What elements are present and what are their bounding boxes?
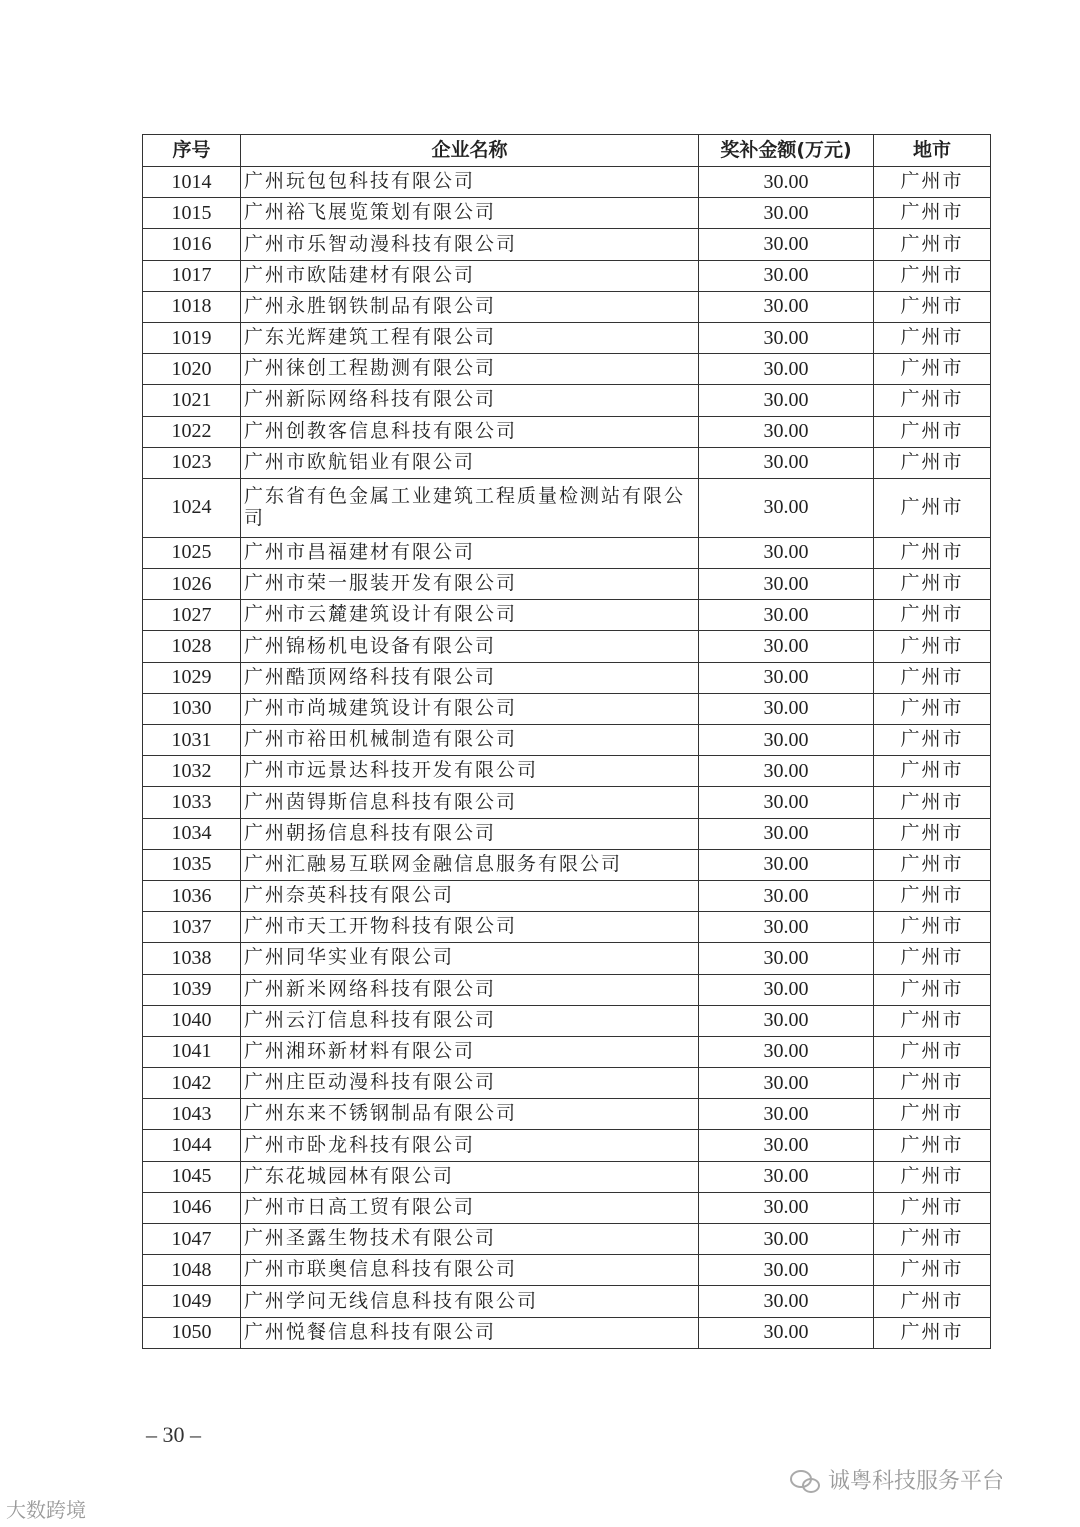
cell-company-name: 广州市欧陆建材有限公司 [241, 260, 699, 291]
watermark-left [6, 1494, 86, 1523]
cell-city: 广州市 [874, 943, 991, 974]
table-row [143, 416, 991, 447]
cell-amount: 30.00 [699, 787, 874, 818]
table-row [143, 447, 991, 478]
cell-company-name: 广州湘环新材料有限公司 [241, 1036, 699, 1067]
cell-city: 广州市 [874, 537, 991, 568]
cell-seq: 1042 [143, 1068, 241, 1099]
cell-seq: 1032 [143, 756, 241, 787]
cell-city: 广州市 [874, 167, 991, 198]
cell-amount: 30.00 [699, 1255, 874, 1286]
cell-seq: 1029 [143, 662, 241, 693]
cell-seq: 1030 [143, 693, 241, 724]
cell-amount: 30.00 [699, 569, 874, 600]
cell-seq: 1025 [143, 537, 241, 568]
cell-city: 广州市 [874, 569, 991, 600]
table-row [143, 260, 991, 291]
cell-city: 广州市 [874, 600, 991, 631]
cell-seq: 1041 [143, 1036, 241, 1067]
table-row [143, 849, 991, 880]
cell-company-name: 广州徕创工程勘测有限公司 [241, 354, 699, 385]
wechat-icon [790, 1468, 820, 1492]
table-header-row [143, 135, 991, 167]
cell-amount: 30.00 [699, 1099, 874, 1130]
cell-company-name: 广州茵锝斯信息科技有限公司 [241, 787, 699, 818]
cell-seq: 1047 [143, 1224, 241, 1255]
table-row [143, 1130, 991, 1161]
cell-amount: 30.00 [699, 322, 874, 353]
cell-company-name: 广州学问无线信息科技有限公司 [241, 1286, 699, 1317]
cell-amount: 30.00 [699, 693, 874, 724]
cell-seq: 1014 [143, 167, 241, 198]
cell-city: 广州市 [874, 725, 991, 756]
cell-seq: 1049 [143, 1286, 241, 1317]
cell-amount: 30.00 [699, 600, 874, 631]
table-row [143, 974, 991, 1005]
cell-amount: 30.00 [699, 880, 874, 911]
cell-company-name: 广东省有色金属工业建筑工程质量检测站有限公司 [241, 478, 699, 537]
cell-city: 广州市 [874, 416, 991, 447]
cell-city: 广州市 [874, 478, 991, 537]
table-row [143, 1317, 991, 1348]
award-table [142, 134, 991, 1349]
cell-seq: 1020 [143, 354, 241, 385]
cell-city: 广州市 [874, 1130, 991, 1161]
award-table-container [142, 134, 990, 1349]
cell-company-name: 广州酷顶网络科技有限公司 [241, 662, 699, 693]
cell-seq: 1033 [143, 787, 241, 818]
table-row [143, 818, 991, 849]
cell-seq: 1021 [143, 385, 241, 416]
table-row [143, 693, 991, 724]
cell-seq: 1044 [143, 1130, 241, 1161]
cell-seq: 1016 [143, 229, 241, 260]
cell-amount: 30.00 [699, 1005, 874, 1036]
cell-seq: 1043 [143, 1099, 241, 1130]
table-row [143, 787, 991, 818]
cell-amount: 30.00 [699, 1317, 874, 1348]
cell-seq: 1036 [143, 880, 241, 911]
cell-city: 广州市 [874, 1286, 991, 1317]
cell-seq: 1038 [143, 943, 241, 974]
cell-seq: 1018 [143, 291, 241, 322]
cell-company-name: 广州市乐智动漫科技有限公司 [241, 229, 699, 260]
cell-seq: 1040 [143, 1005, 241, 1036]
table-row [143, 662, 991, 693]
cell-city: 广州市 [874, 1068, 991, 1099]
table-row [143, 229, 991, 260]
cell-amount: 30.00 [699, 1068, 874, 1099]
cell-company-name: 广州创教客信息科技有限公司 [241, 416, 699, 447]
cell-city: 广州市 [874, 974, 991, 1005]
cell-amount: 30.00 [699, 1286, 874, 1317]
table-row [143, 291, 991, 322]
cell-company-name: 广州市卧龙科技有限公司 [241, 1130, 699, 1161]
cell-city: 广州市 [874, 291, 991, 322]
cell-company-name: 广州玩包包科技有限公司 [241, 167, 699, 198]
cell-amount: 30.00 [699, 478, 874, 537]
cell-company-name: 广州圣露生物技术有限公司 [241, 1224, 699, 1255]
cell-company-name: 广州悦餐信息科技有限公司 [241, 1317, 699, 1348]
cell-company-name: 广州新米网络科技有限公司 [241, 974, 699, 1005]
table-row [143, 167, 991, 198]
table-row [143, 1161, 991, 1192]
cell-company-name: 广州东来不锈钢制品有限公司 [241, 1099, 699, 1130]
cell-amount: 30.00 [699, 291, 874, 322]
cell-amount: 30.00 [699, 912, 874, 943]
table-row [143, 631, 991, 662]
cell-company-name: 广东花城园林有限公司 [241, 1161, 699, 1192]
cell-seq: 1026 [143, 569, 241, 600]
cell-amount: 30.00 [699, 1036, 874, 1067]
table-row [143, 1005, 991, 1036]
cell-company-name: 广州市欧航铝业有限公司 [241, 447, 699, 478]
cell-city: 广州市 [874, 1192, 991, 1223]
table-row [143, 1099, 991, 1130]
table-row [143, 1068, 991, 1099]
cell-seq: 1028 [143, 631, 241, 662]
cell-company-name: 广州朝扬信息科技有限公司 [241, 818, 699, 849]
cell-amount: 30.00 [699, 1130, 874, 1161]
table-row [143, 880, 991, 911]
cell-city: 广州市 [874, 1161, 991, 1192]
cell-amount: 30.00 [699, 943, 874, 974]
cell-amount: 30.00 [699, 1224, 874, 1255]
cell-amount: 30.00 [699, 229, 874, 260]
table-row [143, 537, 991, 568]
cell-company-name: 广州市尚城建筑设计有限公司 [241, 693, 699, 724]
cell-city: 广州市 [874, 1255, 991, 1286]
cell-amount: 30.00 [699, 631, 874, 662]
cell-seq: 1022 [143, 416, 241, 447]
cell-amount: 30.00 [699, 260, 874, 291]
cell-city: 广州市 [874, 787, 991, 818]
cell-amount: 30.00 [699, 849, 874, 880]
cell-amount: 30.00 [699, 1161, 874, 1192]
page-number: – 30 – [146, 1422, 201, 1447]
table-row [143, 1192, 991, 1223]
cell-company-name: 广州汇融易互联网金融信息服务有限公司 [241, 849, 699, 880]
cell-city: 广州市 [874, 756, 991, 787]
header-company-name: 企业名称 [241, 135, 699, 167]
cell-amount: 30.00 [699, 447, 874, 478]
cell-city: 广州市 [874, 693, 991, 724]
cell-city: 广州市 [874, 1317, 991, 1348]
table-row [143, 943, 991, 974]
table-row [143, 198, 991, 229]
cell-amount: 30.00 [699, 756, 874, 787]
cell-city: 广州市 [874, 447, 991, 478]
cell-city: 广州市 [874, 229, 991, 260]
cell-city: 广州市 [874, 1036, 991, 1067]
table-row [143, 756, 991, 787]
table-row [143, 569, 991, 600]
table-row [143, 600, 991, 631]
cell-seq: 1050 [143, 1317, 241, 1348]
cell-amount: 30.00 [699, 974, 874, 1005]
cell-seq: 1019 [143, 322, 241, 353]
cell-company-name: 广州同华实业有限公司 [241, 943, 699, 974]
cell-amount: 30.00 [699, 1192, 874, 1223]
cell-company-name: 广州市荣一服装开发有限公司 [241, 569, 699, 600]
cell-city: 广州市 [874, 818, 991, 849]
cell-company-name: 广州永胜钢铁制品有限公司 [241, 291, 699, 322]
cell-city: 广州市 [874, 1005, 991, 1036]
cell-seq: 1017 [143, 260, 241, 291]
cell-company-name: 广东光辉建筑工程有限公司 [241, 322, 699, 353]
cell-seq: 1034 [143, 818, 241, 849]
cell-city: 广州市 [874, 1224, 991, 1255]
cell-amount: 30.00 [699, 537, 874, 568]
cell-company-name: 广州市天工开物科技有限公司 [241, 912, 699, 943]
cell-city: 广州市 [874, 385, 991, 416]
table-row [143, 354, 991, 385]
table-row [143, 725, 991, 756]
cell-city: 广州市 [874, 912, 991, 943]
table-row [143, 1036, 991, 1067]
cell-amount: 30.00 [699, 385, 874, 416]
table-row [143, 478, 991, 537]
cell-company-name: 广州新际网络科技有限公司 [241, 385, 699, 416]
cell-seq: 1045 [143, 1161, 241, 1192]
cell-seq: 1039 [143, 974, 241, 1005]
header-seq: 序号 [143, 135, 241, 167]
cell-seq: 1015 [143, 198, 241, 229]
cell-city: 广州市 [874, 849, 991, 880]
cell-amount: 30.00 [699, 167, 874, 198]
header-city: 地市 [874, 135, 991, 167]
cell-amount: 30.00 [699, 725, 874, 756]
cell-seq: 1035 [143, 849, 241, 880]
cell-city: 广州市 [874, 880, 991, 911]
cell-city: 广州市 [874, 260, 991, 291]
table-body [143, 167, 991, 1349]
cell-company-name: 广州市远景达科技开发有限公司 [241, 756, 699, 787]
cell-city: 广州市 [874, 631, 991, 662]
table-row [143, 385, 991, 416]
cell-amount: 30.00 [699, 198, 874, 229]
cell-amount: 30.00 [699, 662, 874, 693]
table-row [143, 912, 991, 943]
cell-company-name: 广州市昌福建材有限公司 [241, 537, 699, 568]
table-row [143, 322, 991, 353]
header-amount: 奖补金额(万元) [699, 135, 874, 167]
cell-seq: 1023 [143, 447, 241, 478]
cell-amount: 30.00 [699, 416, 874, 447]
cell-company-name: 广州奈英科技有限公司 [241, 880, 699, 911]
watermark-left-text: 大数跨境 [6, 1498, 86, 1522]
cell-company-name: 广州裕飞展览策划有限公司 [241, 198, 699, 229]
cell-seq: 1031 [143, 725, 241, 756]
cell-seq: 1048 [143, 1255, 241, 1286]
watermark-right-text: 诚粤科技服务平台 [828, 1469, 1005, 1494]
cell-seq: 1024 [143, 478, 241, 537]
watermark-right [790, 1464, 1004, 1495]
cell-city: 广州市 [874, 198, 991, 229]
cell-city: 广州市 [874, 662, 991, 693]
cell-company-name: 广州云汀信息科技有限公司 [241, 1005, 699, 1036]
cell-amount: 30.00 [699, 354, 874, 385]
cell-company-name: 广州庄臣动漫科技有限公司 [241, 1068, 699, 1099]
cell-city: 广州市 [874, 1099, 991, 1130]
cell-city: 广州市 [874, 322, 991, 353]
cell-seq: 1027 [143, 600, 241, 631]
cell-company-name: 广州市云麓建筑设计有限公司 [241, 600, 699, 631]
cell-amount: 30.00 [699, 818, 874, 849]
cell-city: 广州市 [874, 354, 991, 385]
cell-company-name: 广州市裕田机械制造有限公司 [241, 725, 699, 756]
table-row [143, 1286, 991, 1317]
cell-company-name: 广州市日高工贸有限公司 [241, 1192, 699, 1223]
cell-seq: 1037 [143, 912, 241, 943]
table-row [143, 1255, 991, 1286]
cell-company-name: 广州市联奥信息科技有限公司 [241, 1255, 699, 1286]
table-row [143, 1224, 991, 1255]
cell-company-name: 广州锦杨机电设备有限公司 [241, 631, 699, 662]
cell-seq: 1046 [143, 1192, 241, 1223]
